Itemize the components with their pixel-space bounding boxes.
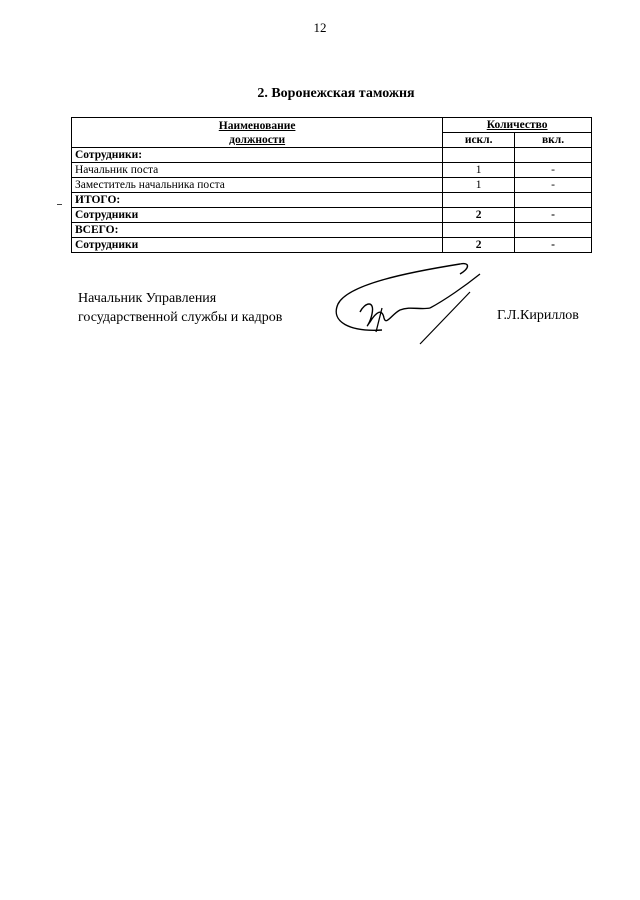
included-count-cell: -	[515, 163, 592, 178]
table-row	[72, 193, 592, 208]
signature-position	[78, 289, 282, 327]
included-count-cell	[515, 148, 592, 163]
position-name-cell: ВСЕГО:	[72, 223, 443, 238]
page-number: 12	[313, 20, 327, 35]
quantity-header-label: Количество	[486, 119, 548, 131]
table-row	[72, 223, 592, 238]
section-title: 2. Воронежская таможня	[257, 86, 415, 101]
signer-name: Г.Л.Кириллов	[497, 308, 579, 323]
included-count-cell	[515, 223, 592, 238]
included-count-cell: -	[515, 238, 592, 253]
position-name-cell: Сотрудники	[72, 208, 443, 223]
included-count-cell	[515, 193, 592, 208]
excluded-count-cell	[443, 148, 515, 163]
table-row	[72, 178, 592, 193]
position-name-cell: Начальник поста	[72, 163, 443, 178]
excluded-header: искл.	[443, 133, 515, 148]
position-header	[72, 118, 443, 148]
table-row	[72, 163, 592, 178]
position-header-line1: Наименование	[218, 119, 296, 132]
position-name-cell: ИТОГО:	[72, 193, 443, 208]
quantity-header	[443, 118, 592, 133]
signature-position-line1: Начальник Управления	[78, 291, 217, 306]
table-row	[72, 208, 592, 223]
signature-position-line2: государственной службы и кадров	[78, 310, 283, 325]
included-header: вкл.	[515, 133, 592, 148]
excluded-count-cell	[443, 193, 515, 208]
excluded-count-cell	[443, 223, 515, 238]
table-body	[72, 148, 592, 253]
stray-mark	[57, 204, 62, 205]
excluded-count-cell: 2	[443, 208, 515, 223]
excluded-count-cell: 2	[443, 238, 515, 253]
staff-table	[71, 117, 592, 253]
position-name-cell: Сотрудники	[72, 238, 443, 253]
handwritten-signature	[320, 252, 500, 352]
included-count-cell: -	[515, 178, 592, 193]
position-name-cell: Сотрудники:	[72, 148, 443, 163]
excluded-count-cell: 1	[443, 163, 515, 178]
table-row	[72, 238, 592, 253]
position-name-cell: Заместитель начальника поста	[72, 178, 443, 193]
table-row	[72, 148, 592, 163]
position-header-line2: должности	[229, 133, 286, 146]
excluded-count-cell: 1	[443, 178, 515, 193]
included-count-cell: -	[515, 208, 592, 223]
